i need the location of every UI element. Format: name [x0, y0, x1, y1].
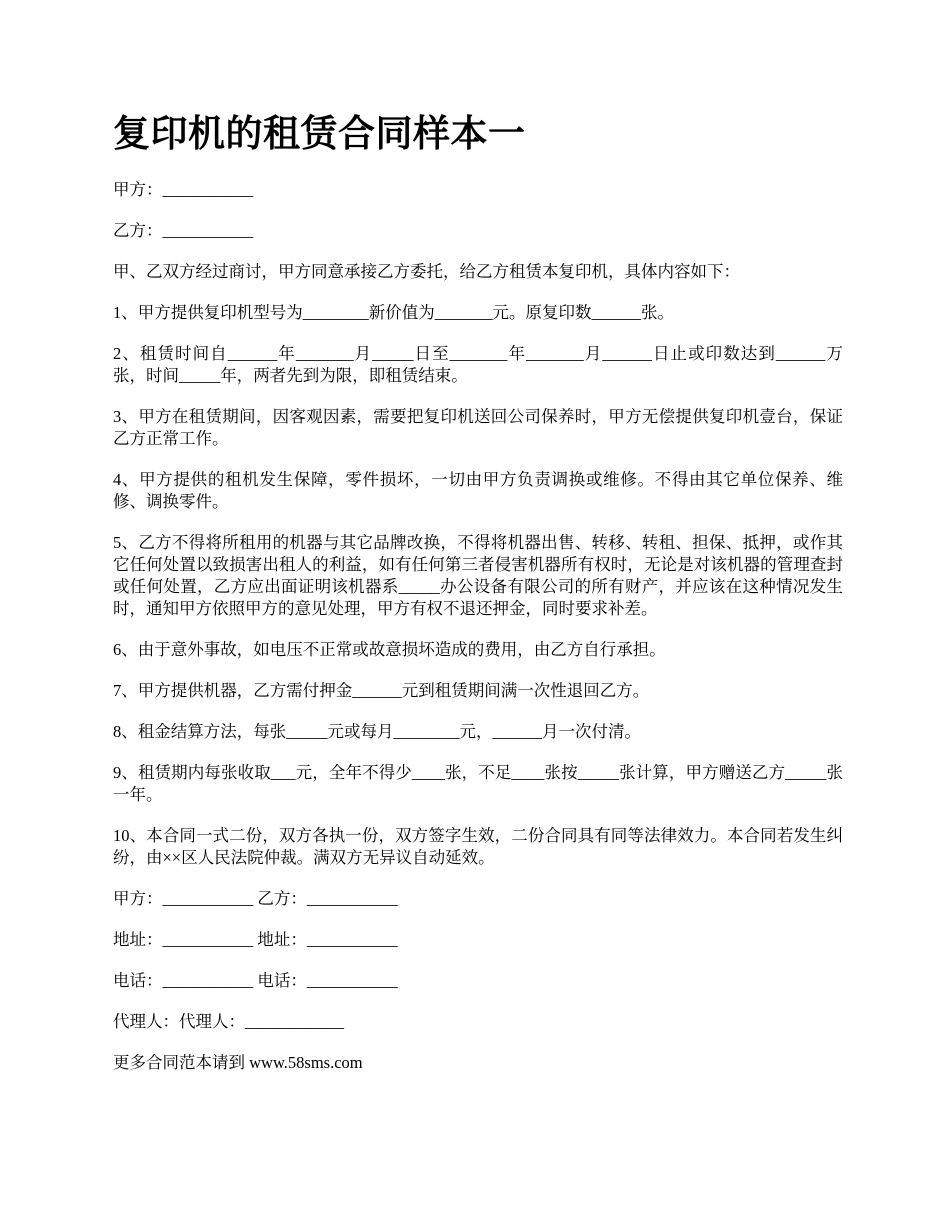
- signature-agent-line: 代理人：代理人：____________: [113, 1012, 344, 1031]
- page-title: 复印机的租赁合同样本一: [113, 112, 526, 155]
- intro-paragraph: 甲、乙双方经过商讨，甲方同意承接乙方委托，给乙方租赁本复印机，具体内容如下：: [113, 262, 740, 281]
- party-a-line: 甲方：___________: [113, 180, 254, 199]
- clause-8: 8、租金结算方法，每张_____元或每月________元，______月一次付清。: [113, 722, 641, 741]
- clause-3: 3、甲方在租赁期间，因客观因素，需要把复印机送回公司保养时，甲方无偿提供复印机壹台，保证乙方正常工作。: [113, 407, 843, 448]
- signature-party-line: 甲方：___________ 乙方：___________: [113, 889, 398, 908]
- signature-phone-line: 电话：___________ 电话：___________: [113, 971, 398, 990]
- clause-2: 2、租赁时间自______年_______月_____日至_______年_______月______日止或印数达到______万张，时间_____年，两者先到为限，即租赁结束。: [113, 344, 843, 385]
- footer-link-text: 更多合同范本请到 www.58sms.com: [113, 1053, 363, 1072]
- clause-5: 5、乙方不得将所租用的机器与其它品牌改换，不得将机器出售、转移、转租、担保、抵押，或作其它任何处置以致损害出租人的利益，如有任何第三者侵害机器所有权时，无论是对该机器的管理查封或任何处置，乙方应出面证明该机器系_____办公设备有限公司的所有财产，并应该在这种情况发生时，通知甲方依照甲方的意见处理，甲方有权不退还押金，同时要求补差。: [113, 533, 843, 618]
- clause-10: 10、本合同一式二份，双方各执一份，双方签字生效，二份合同具有同等法律效力。本合同若发生纠纷，由××区人民法院仲裁。满双方无异议自动延效。: [113, 826, 843, 867]
- signature-address-line: 地址：___________ 地址：___________: [113, 930, 398, 949]
- contract-document: [113, 108, 843, 1093]
- clause-6: 6、由于意外事故，如电压不正常或故意损坏造成的费用，由乙方自行承担。: [113, 640, 666, 659]
- clause-4: 4、甲方提供的租机发生保障，零件损坏，一切由甲方负责调换或维修。不得由其它单位保养、维修、调换零件。: [113, 470, 843, 511]
- clause-7: 7、甲方提供机器，乙方需付押金______元到租赁期间满一次性退回乙方。: [113, 681, 650, 700]
- party-b-line: 乙方：___________: [113, 221, 254, 240]
- clause-1: 1、甲方提供复印机型号为________新价值为_______元。原复印数______张。: [113, 303, 674, 322]
- clause-9: 9、租赁期内每张收取___元，全年不得少____张，不足____张按_____张计算，甲方赠送乙方_____张一年。: [113, 763, 843, 804]
